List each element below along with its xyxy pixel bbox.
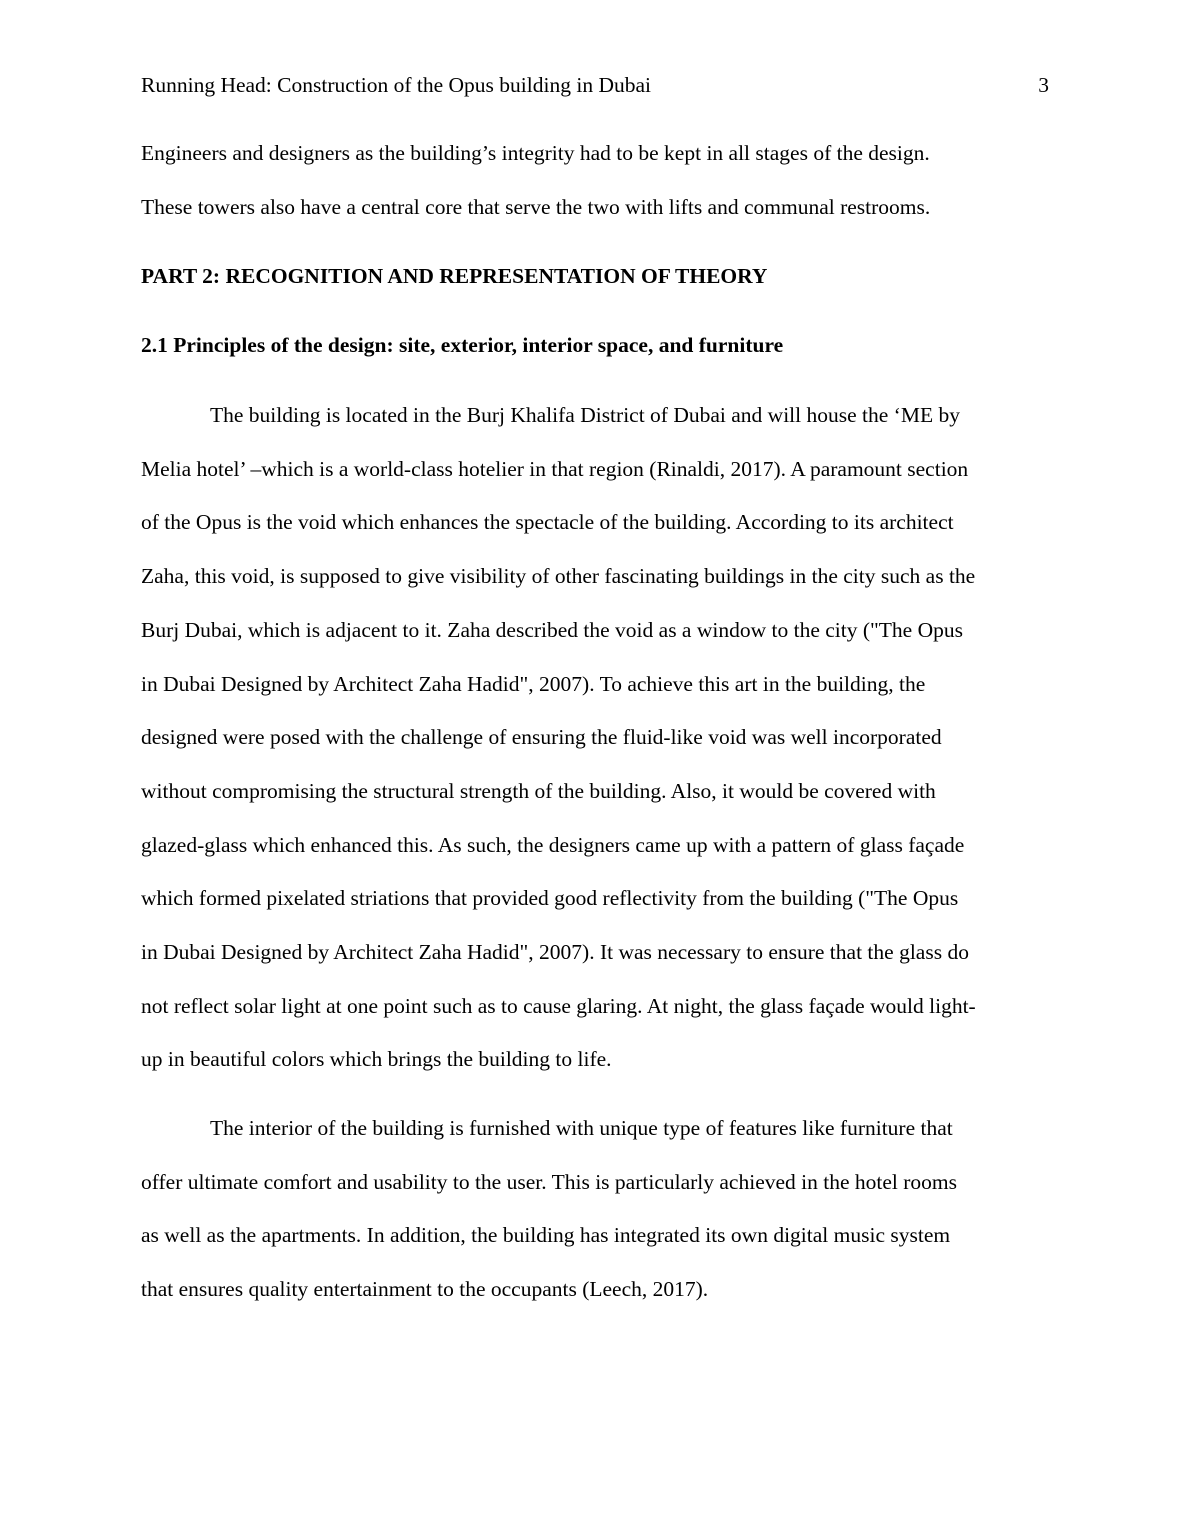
paragraph-site-exterior	[141, 389, 1049, 1087]
text-line: as well as the apartments. In addition, the building has integrated its own digital music system	[141, 1223, 951, 1248]
text-line: offer ultimate comfort and usability to the user. This is particularly achieved in the hotel rooms	[141, 1169, 958, 1194]
text-line: These towers also have a central core that serve the two with lifts and communal restrooms.	[141, 194, 931, 219]
running-head: Running Head: Construction of the Opus building in Dubai	[141, 73, 651, 97]
text-line: designed were posed with the challenge of ensuring the fluid-like void was well incorporated	[141, 725, 942, 750]
text-line: of the Opus is the void which enhances the spectacle of the building. According to its architect	[141, 510, 954, 535]
text-line: in Dubai Designed by Architect Zaha Hadid", 2007). It was necessary to ensure that the glass do	[141, 940, 969, 965]
text-line: not reflect solar light at one point such as to cause glaring. At night, the glass façade would light-	[141, 993, 976, 1018]
page-header	[141, 71, 1049, 99]
text-line: The interior of the building is furnished with unique type of features like furniture that	[210, 1116, 953, 1140]
text-line: Engineers and designers as the building’s integrity had to be kept in all stages of the design.	[141, 141, 930, 165]
text-line: which formed pixelated striations that provided good reflectivity from the building ("The Opus	[141, 886, 959, 911]
intro-paragraph	[141, 127, 1049, 234]
text-line: Melia hotel’ –which is a world-class hotelier in that region (Rinaldi, 2017). A paramount section	[141, 456, 969, 481]
text-line: that ensures quality entertainment to the occupants (Leech, 2017).	[141, 1277, 709, 1302]
section-heading: 2.1 Principles of the design: site, exterior, interior space, and furniture	[141, 333, 784, 357]
text-line: Zaha, this void, is supposed to give visibility of other fascinating buildings in the city such as the	[141, 564, 976, 589]
page-number: 3	[1038, 73, 1049, 97]
text-line: Burj Dubai, which is adjacent to it. Zaha described the void as a window to the city ("The Opus	[141, 617, 963, 642]
part-heading: PART 2: RECOGNITION AND REPRESENTATION OF THEORY	[141, 264, 768, 288]
text-line: up in beautiful colors which brings the building to life.	[141, 1047, 612, 1072]
text-line: in Dubai Designed by Architect Zaha Hadid", 2007). To achieve this art in the building, the	[141, 671, 926, 696]
text-line: glazed-glass which enhanced this. As such, the designers came up with a pattern of glass façade	[141, 832, 965, 857]
text-line: The building is located in the Burj Khalifa District of Dubai and will house the ‘ME by	[210, 403, 960, 427]
paragraph-interior	[141, 1102, 1049, 1317]
text-line: without compromising the structural strength of the building. Also, it would be covered with	[141, 778, 936, 803]
